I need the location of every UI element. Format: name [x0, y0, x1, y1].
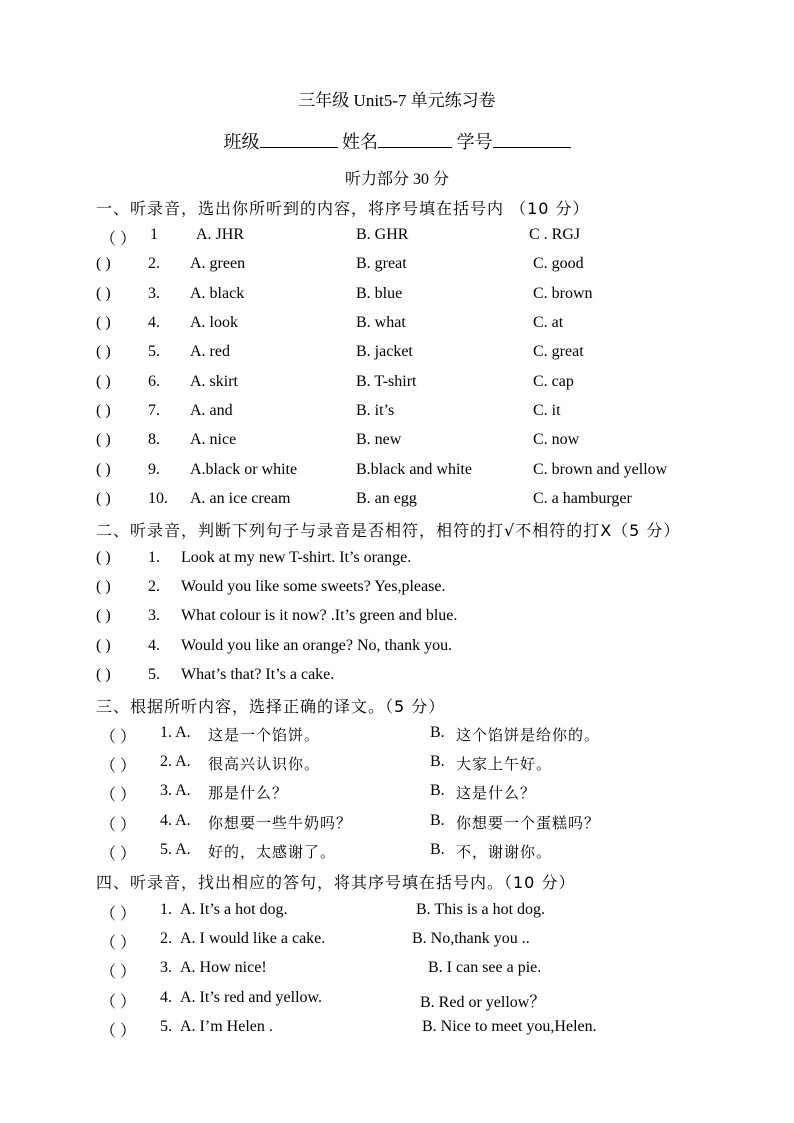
option-b: B. it’s — [356, 402, 395, 419]
question-number: 4. — [160, 989, 172, 1006]
question-number: 5. — [160, 1018, 172, 1035]
option-a: 很高兴认识你。 — [208, 755, 321, 773]
question-row — [0, 343, 794, 365]
question-row — [0, 753, 794, 775]
class-blank[interactable] — [260, 133, 338, 148]
answer-bracket[interactable]: （ ） — [100, 994, 137, 1011]
option-a: A. look — [190, 314, 238, 331]
answer-bracket[interactable]: ( ) — [96, 490, 111, 507]
option-a: A. skirt — [190, 373, 238, 390]
question-number: 3. A. — [160, 782, 191, 799]
option-b: B. No,thank you .. — [412, 930, 530, 947]
question-row — [0, 314, 794, 336]
answer-bracket[interactable]: ( ) — [96, 637, 111, 654]
option-b: B. great — [356, 255, 407, 272]
option-b: B. jacket — [356, 343, 413, 360]
question-number: 1. — [148, 549, 160, 566]
question-number: 6. — [148, 373, 160, 390]
question-row — [0, 930, 794, 952]
question-row — [0, 901, 794, 923]
option-b: 不，谢谢你。 — [456, 843, 553, 861]
section-3-title: 三、根据所听内容，选择正确的译文。（5 分） — [96, 697, 446, 716]
question-number: 3. — [148, 607, 160, 624]
name-blank[interactable] — [378, 133, 452, 148]
answer-bracket[interactable]: ( ) — [96, 607, 111, 624]
option-a: 这是一个馅饼。 — [208, 726, 321, 744]
option-c: C. great — [533, 343, 584, 360]
option-b: B. what — [356, 314, 406, 331]
answer-bracket[interactable]: ( ) — [96, 285, 111, 302]
option-a: A. It’s a hot dog. — [180, 901, 288, 918]
option-c: C. a hamburger — [533, 490, 632, 507]
statement-text: What colour is it now? .It’s green and blue. — [181, 607, 458, 624]
answer-bracket[interactable]: （ ） — [100, 817, 137, 834]
question-number: 5. A. — [160, 841, 191, 858]
option-c: C. cap — [533, 373, 574, 390]
option-a: A. and — [190, 402, 233, 419]
question-number: 9. — [148, 461, 160, 478]
answer-bracket[interactable]: ( ) — [96, 549, 111, 566]
option-a: 那是什么？ — [208, 784, 289, 802]
question-row — [0, 285, 794, 307]
answer-bracket[interactable]: （ ） — [100, 231, 137, 248]
question-number: 2. — [148, 255, 160, 272]
listening-subtitle: 听力部分 30 分 — [344, 171, 449, 188]
question-row — [0, 255, 794, 277]
answer-bracket[interactable]: ( ) — [96, 373, 111, 390]
question-row — [0, 578, 794, 600]
question-number: 5. — [148, 666, 160, 683]
question-number: 10. — [148, 490, 168, 507]
option-c: C. it — [533, 402, 561, 419]
option-b: B. GHR — [356, 226, 409, 243]
question-row — [0, 782, 794, 804]
answer-bracket[interactable]: （ ） — [100, 1023, 137, 1040]
question-row — [0, 226, 794, 248]
option-a: A. I’m Helen . — [180, 1018, 273, 1035]
question-number: 2. A. — [160, 753, 191, 770]
number-label: 学号 — [456, 132, 493, 152]
option-b: B. blue — [356, 285, 403, 302]
answer-bracket[interactable]: ( ) — [96, 431, 111, 448]
option-c: C. good — [533, 255, 584, 272]
answer-bracket[interactable]: ( ) — [96, 578, 111, 595]
question-row — [0, 607, 794, 629]
question-row — [0, 549, 794, 571]
question-number: 4. — [148, 314, 160, 331]
question-number: 4. A. — [160, 812, 191, 829]
statement-text: Would you like some sweets? Yes,please. — [181, 578, 446, 595]
option-a: A. red — [190, 343, 230, 360]
option-b-label: B. — [430, 841, 445, 858]
option-b-label: B. — [430, 753, 445, 770]
answer-bracket[interactable]: ( ) — [96, 461, 111, 478]
option-c: C. brown and yellow — [533, 461, 668, 478]
option-b: B. This is a hot dog. — [416, 901, 546, 918]
option-b: B. T-shirt — [356, 373, 417, 390]
name-label: 姓名 — [342, 132, 378, 152]
question-number: 3. — [160, 959, 172, 976]
question-number: 3. — [148, 285, 160, 302]
question-number: 8. — [148, 431, 160, 448]
answer-bracket[interactable]: ( ) — [96, 343, 111, 360]
option-a: 你想要一些牛奶吗？ — [208, 814, 353, 832]
answer-bracket[interactable]: （ ） — [100, 729, 137, 746]
question-row — [0, 373, 794, 395]
option-a: A.black or white — [190, 461, 298, 478]
option-a: A. JHR — [196, 226, 245, 243]
answer-bracket[interactable]: ( ) — [96, 255, 111, 272]
question-row — [0, 959, 794, 981]
option-b: 这是什么？ — [456, 784, 537, 802]
option-a: A. It’s red and yellow. — [180, 989, 323, 1006]
option-b: B. an egg — [356, 490, 417, 507]
question-row — [0, 724, 794, 746]
answer-bracket[interactable]: ( ) — [96, 666, 111, 683]
option-b: 大家上午好。 — [456, 755, 553, 773]
statement-text: Would you like an orange? No, thank you. — [181, 637, 453, 654]
option-c: C. now — [533, 431, 580, 448]
number-blank[interactable] — [493, 133, 571, 148]
question-row — [0, 637, 794, 659]
section-2-title: 二、听录音，判断下列句子与录音是否相符，相符的打√不相符的打Ⅹ（5 分） — [96, 521, 681, 540]
question-row — [0, 402, 794, 424]
question-row — [0, 989, 794, 1011]
question-row — [0, 431, 794, 453]
question-row — [0, 841, 794, 863]
option-a: A. black — [190, 285, 245, 302]
answer-bracket[interactable]: （ ） — [100, 935, 137, 952]
question-number: 2. — [148, 578, 160, 595]
question-number: 1 — [150, 226, 158, 243]
option-b: 这个馅饼是给你的。 — [456, 726, 601, 744]
question-number: 7. — [148, 402, 160, 419]
statement-text: Look at my new T-shirt. It’s orange. — [181, 549, 412, 566]
question-number: 2. — [160, 930, 172, 947]
answer-bracket[interactable]: ( ) — [96, 402, 111, 419]
option-a: A. green — [190, 255, 246, 272]
option-b: B. Nice to meet you,Helen. — [422, 1018, 597, 1035]
question-row — [0, 812, 794, 834]
option-c: C. brown — [533, 285, 593, 302]
answer-bracket[interactable]: （ ） — [100, 758, 137, 775]
question-number: 5. — [148, 343, 160, 360]
question-row — [0, 490, 794, 512]
answer-bracket[interactable]: （ ） — [100, 906, 137, 923]
option-b-label: B. — [430, 782, 445, 799]
option-a: A. How nice! — [180, 959, 267, 976]
option-b: 你想要一个蛋糕吗？ — [456, 814, 601, 832]
question-row — [0, 461, 794, 483]
option-b: B. Red or yellow？ — [420, 994, 546, 1011]
section-4-title: 四、听录音，找出相应的答句，将其序号填在括号内。（10 分） — [96, 873, 576, 892]
class-label: 班级 — [223, 132, 260, 152]
option-a: A. nice — [190, 431, 237, 448]
option-a: 好的，太感谢了。 — [208, 843, 337, 861]
option-c: C. at — [533, 314, 564, 331]
question-row — [0, 666, 794, 688]
page-title: 三年级 Unit5-7 单元练习卷 — [298, 91, 496, 110]
statement-text: What’s that? It’s a cake. — [181, 666, 335, 683]
option-b: B. I can see a pie. — [428, 959, 542, 976]
option-b: B.black and white — [356, 461, 472, 478]
option-b: B. new — [356, 431, 402, 448]
section-1-title: 一、听录音，选出你所听到的内容，将序号填在括号内 （10 分） — [96, 199, 590, 218]
option-b-label: B. — [430, 724, 445, 741]
option-a: A. I would like a cake. — [180, 930, 326, 947]
answer-bracket[interactable]: （ ） — [100, 787, 137, 804]
question-number: 1. A. — [160, 724, 191, 741]
question-row — [0, 1018, 794, 1040]
option-a: A. an ice cream — [190, 490, 291, 507]
option-b-label: B. — [430, 812, 445, 829]
student-info-line — [0, 128, 794, 154]
question-number: 1. — [160, 901, 172, 918]
answer-bracket[interactable]: （ ） — [100, 964, 137, 981]
option-c: C . RGJ — [529, 226, 581, 243]
answer-bracket[interactable]: ( ) — [96, 314, 111, 331]
answer-bracket[interactable]: （ ） — [100, 846, 137, 863]
question-number: 4. — [148, 637, 160, 654]
